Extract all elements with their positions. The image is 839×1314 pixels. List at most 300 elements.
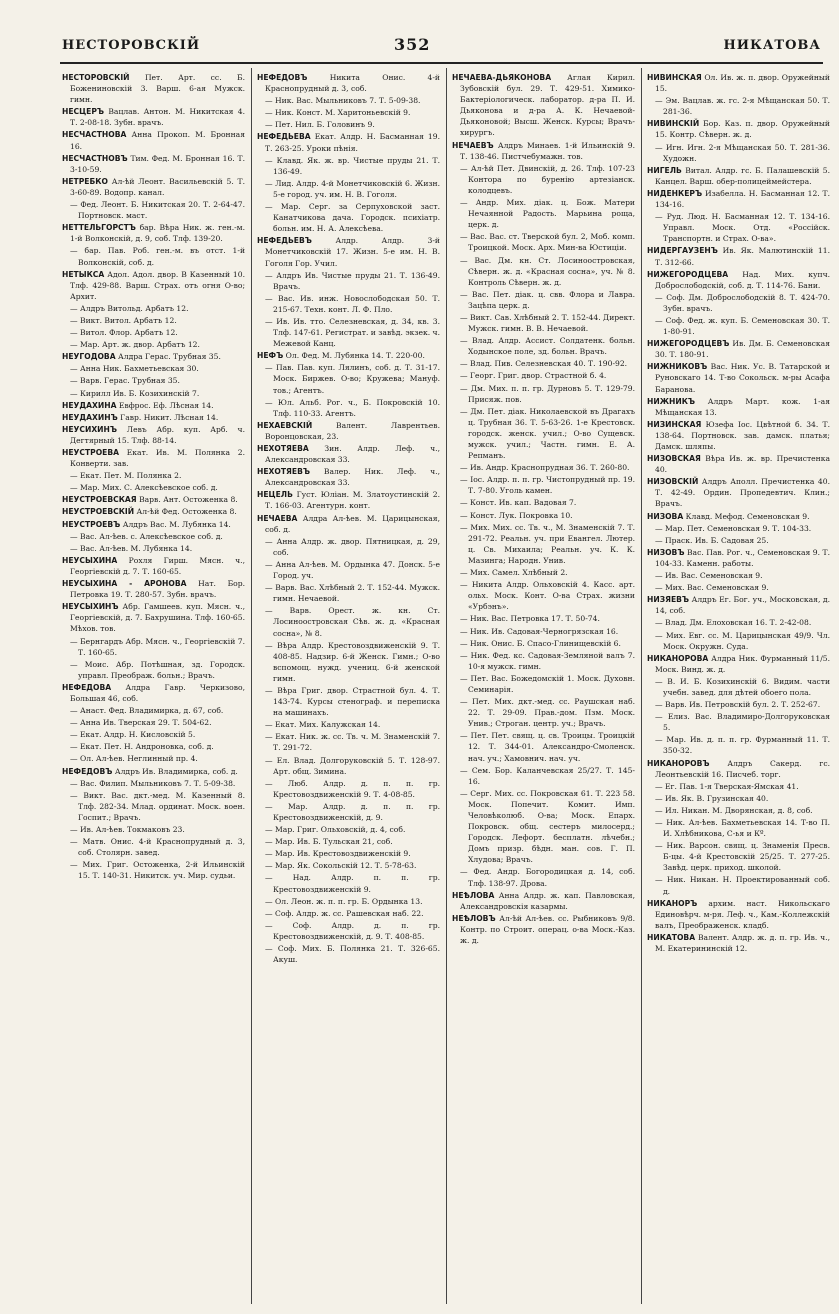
directory-entry (647, 72, 830, 94)
surname-heading: НЕСТОРОВСКІЙ (62, 73, 130, 82)
surname-heading: НИЖЕГОРОДЦЕВА (647, 269, 729, 279)
directory-entry (62, 351, 245, 362)
entry-text: Викт. Вас. дкт.-мед. М. Казенный 8. Тлф. 282-34. Млад. ординат. Моск. воен. Госпит.; Врачъ. (78, 790, 245, 822)
directory-sub-entry: — Вас. Пет. діак. ц. свв. Флора и Лавра. Зацѣпа церк. д. (460, 289, 635, 310)
directory-sub-entry: — Андр. Мих. діак. ц. Бож. Матери Нечаянной Радость. Марьина роща, церк. д. (460, 198, 635, 230)
entry-text: Гавр. Никит. Лѣсная 14. (120, 412, 219, 422)
directory-sub-entry: — Соф. Алдр. д. п. гр. Крестовоздвиженскій, д. 9. Т. 408-85. (265, 920, 440, 941)
surname-heading: НЕСЧАСТНОВА (62, 130, 127, 140)
entry-text: Влад. Дм. Елоховская 16. Т. 2-42-08. (665, 618, 812, 628)
directory-sub-entry: — Никита Алдр. Ольховскій 4. Касс. арт. ольх. Моск. Конт. О-ва Страх. жизни «Урбэнъ». (460, 580, 635, 612)
directory-sub-entry: — Ник. Варсон. свящ. ц. Знаменія Пресв. Б-цы. 4-й Крестовскій 25/25. Т. 277-25. Завѣд. церк. приход. школой. (655, 841, 830, 873)
surname-heading: НИЗЯЕВЪ (647, 595, 690, 605)
header-right-guide-word: НИКАТОВА (723, 38, 821, 53)
entry-text: Ол. Фед. М. Лубянка 14. Т. 220-00. (285, 351, 425, 361)
directory-sub-entry: — Мих. Григ. Остоженка, 2-й Ильинскій 15. Т. 140-31. Никитск. уч. Мир. судьи. (70, 860, 245, 881)
entry-text: Екат. Пет. М. Полянка 2. (80, 471, 182, 481)
directory-sub-entry: — Георг. Григ. двор. Страстной б. 4. (460, 371, 607, 381)
entry-text: Мар. Ив. д. п. п. гр. Фурманный 11. Т. 350-32. (663, 735, 830, 756)
entry-text: Фед. Андр. Богородицкая д. 14, соб. Тлф. 138-97. Дрова. (468, 867, 635, 888)
directory-sub-entry: — Анна Ник. Бахметьевская 30. (70, 364, 199, 374)
entry-text: Моис. Абр. Потѣшная, зд. Городск. управл. Преображ. больн.; Врачъ. (78, 659, 245, 680)
directory-sub-entry: — Влад. Дм. Елоховская 16. Т. 2-42-08. (655, 618, 812, 628)
directory-sub-entry: — Конст. Ив. кап. Вадовая 7. (460, 498, 577, 508)
entry-text: Алдръ Ег. Бог. уч., Московская, д. 14, соб. (655, 595, 830, 616)
entry-text: Влад. Алдр. Ассист. Солдатенк. больн. Ходынское поле, зд. больн. Врачъ. (468, 336, 635, 357)
directory-sub-entry: — Вѣра Алдр. Крестовоздвиженскій 9. Т. 408-85. Надзир. 6-й Женск. Гимн.; О-во вспомощ. нужд. учениц. 6-й женской гимн. (265, 640, 440, 683)
entry-text: Ник. Варсон. свящ. ц. Знаменія Пресв. Б-цы. 4-й Крестовскій 25/25. Т. 277-25. Завѣд. церк. приход. школой. (663, 841, 830, 873)
entry-text: Вас. Ал-ѣев. М. Лубянка 14. (80, 543, 193, 553)
directory-sub-entry: — Вас. Филип. Мыльниковъ 7. Т. 5-09-38. (70, 778, 236, 788)
entry-text: Люб. Алдр. д. п. п. гр. Крестовоздвиженскій 9. Т. 4-08-85. (273, 778, 440, 799)
directory-sub-entry: — Екат. Мих. Калужская 14. (265, 720, 381, 730)
column-1 (62, 72, 245, 1302)
directory-sub-entry: — Мар. Алдр. д. п. п. гр. Крестовоздвиженскій, д. 9. (265, 801, 440, 822)
directory-sub-entry: — Ив. Як. В. Грузинская 40. (655, 793, 769, 803)
entry-text: Вас. Вас. ст. Тверской бул. 2, Моб. комп. Троицкой. Моск. Арх. Мин-ва Юстиціи. (468, 232, 635, 253)
entry-text: Никита Онис. 4-й Краснопрудный д. 3, соб. (265, 73, 440, 94)
surname-heading: НЕЦЕЛЬ (257, 490, 293, 500)
entry-text: Екат. Алдр. Н. Кисловскій 5. (80, 730, 196, 740)
directory-sub-entry: — Влад. Алдр. Ассист. Солдатенк. больн. Ходынское поле, зд. больн. Врачъ. (460, 336, 635, 357)
directory-entry (257, 350, 440, 361)
surname-heading: НЕУДАХИНЪ (62, 412, 118, 422)
directory-entry (62, 412, 245, 423)
directory-entry (62, 494, 245, 505)
directory-sub-entry: — Руд. Люд. Н. Басманная 12. Т. 134-16. Управл. Моск. Отд. «Россійск. Транспортн. и Страх. О-ва». (655, 212, 830, 244)
entry-text: Ник. Ив. Садовая-Черногрязская 16. (470, 626, 619, 636)
entry-text: Сем. Бор. Каланчевская 25/27. Т. 145-16. (468, 765, 635, 786)
directory-sub-entry: — Алдръ Ив. Чистые пруды 21. Т. 136-49. Врачъ. (265, 270, 440, 291)
directory-sub-entry: — Юл. Альб. Рог. ч., Б. Покровскій 10. Тлф. 110-33. Агентъ. (265, 397, 440, 418)
directory-sub-entry: — Ил. Никан. М. Дворянская, д. 8, соб. (655, 805, 813, 815)
surname-heading: НЕУСТРОЕВЪ (62, 519, 121, 529)
directory-sub-entry: — Ник. Вас. Петровка 17. Т. 50-74. (460, 614, 600, 624)
directory-sub-entry: — Мар. Григ. Ольховскій, д. 4, соб. (265, 825, 406, 835)
entry-text: Соф. Алдр. д. п. гр. Крестовоздвиженскій, д. 9. Т. 408-85. (273, 920, 440, 941)
entry-text: Клавд. Як. ж. вр. Чистые пруды 21. Т. 136-49. (273, 155, 440, 176)
entry-text: Изабелла. Н. Басманная 12. Т. 134-16. (655, 188, 830, 210)
entry-text: Алдра Герас. Трубная 35. (118, 352, 221, 362)
surname-heading: НИКАНОРОВА (647, 653, 709, 663)
surname-heading: НЕУДАХИНА (62, 400, 117, 410)
column-divider (446, 68, 447, 1304)
entry-text: Мар. Серг. за Серпуховской заст. Канатчикова дача. Городск. психіатр. больн. им. Н. А. Алексѣева. (273, 202, 440, 234)
directory-sub-entry: — Варв. Орест. ж. кн. Ст. Лосиноостровская Сѣв. ж. д. «Красная сосна», № 8. (265, 606, 440, 638)
entry-text: Ник. Вас. Петровка 17. Т. 50-74. (470, 614, 600, 624)
directory-sub-entry: — Пет. Вас. Божедомскій 1. Моск. Духовн. Семинарія. (460, 673, 635, 694)
directory-sub-entry: — Мих. Мих. сс. Тв. ч., М. Знаменскій 7. Т. 291-72. Реальн. уч. при Евангел. Лютер. ц. Св. Михаила; Реальн. уч. К. К. Мазинга; Народн. Унив. (460, 522, 635, 565)
surname-heading: НЕХОТЯЕВА (257, 444, 309, 453)
directory-sub-entry: — Фед. Андр. Богородицкая д. 14, соб. Тлф. 138-97. Дрова. (460, 867, 635, 888)
entry-text: Мар. Арт. ж. двор. Арбатъ 12. (80, 340, 200, 350)
entry-text: Аглая Кирил. Зубовскій бул. 29. Т. 429-51. Химико-Бактеріологическ. лаборатор. д-ра П. И. Дьяконова и д-ра А. К. Нечаевой-Дьяконовой; Высш. Женск. Курсы; Врачъ-хирургъ. (460, 73, 635, 138)
entry-text: Ел. Влад. Долгоруковскій 5. Т. 128-97. Арт. общ. Зимина. (273, 755, 440, 776)
directory-sub-entry: — Ник. Никан. Н. Проектированный соб. д. (655, 875, 830, 896)
directory-sub-entry: — Вѣра Григ. двор. Страстной бул. 4. Т. 143-74. Курсы стенограф. и переписка на машинахъ. (265, 685, 440, 718)
surname-heading: НИГЕЛЬ (647, 165, 682, 175)
directory-sub-entry: — Ник. Онис. Б. Спасо-Глинищевскій 6. (460, 638, 621, 648)
surname-heading: НИЗОВА (647, 511, 684, 521)
entry-text: Ал-ѣй Фед. Остоженка 8. (136, 507, 237, 517)
directory-sub-entry: — Эм. Вацлав. ж. гс. 2-я Мѣщанская 50. Т. 281-36. (655, 96, 830, 117)
entry-text: Мар. Мих. С. Алексѣевское соб. д. (80, 483, 218, 493)
entry-text: Алдръ Март. кож. 1-ая Мѣщанская 13. (655, 396, 830, 417)
directory-entry (62, 72, 245, 105)
directory-sub-entry: — Мар. Ив. д. п. п. гр. Фурманный 11. Т. 350-32. (655, 735, 830, 756)
surname-heading: НИВИНСКІЙ (647, 119, 700, 129)
surname-heading: НЕУСТРОЕВА (62, 448, 120, 457)
directory-sub-entry: — В. И. Б. Козихинскій 6. Видим. части учебн. завед. для дѣтей обоего пола. (655, 676, 830, 697)
directory-sub-entry: — Пав. Пав. куп. Лялинъ, соб. д. Т. 31-17. Моск. Биржев. О-во; Кружева; Мануф. тов.; Агентъ. (265, 363, 440, 395)
entry-text: Соф. Фед. ж. куп. Б. Семеновская 30. Т. 1-80-91. (663, 315, 830, 337)
directory-sub-entry: — Ив. Вас. Семеновская 9. (655, 571, 763, 581)
entry-text: Анна Ник. Бахметьевская 30. (80, 364, 199, 374)
directory-entry (62, 222, 245, 244)
column-4 (647, 72, 830, 1302)
entry-text: Ег. Пав. 1-я Тверская-Ямская 41. (665, 781, 799, 791)
entry-text: Эм. Вацлав. ж. гс. 2-я Мѣщанская 50. Т. 281-36. (663, 96, 830, 117)
directory-sub-entry: — Екат. Пет. Н. Андроновка, соб. д. (70, 742, 214, 752)
surname-heading: НЕФЕДОВА (62, 682, 112, 692)
entry-text: Екат. Пет. Н. Андроновка, соб. д. (80, 742, 214, 752)
entry-text: Влад. Пив. Селезневская 40. Т. 190-92. (470, 359, 628, 369)
entry-text: Клавд. Мефод. Семеновская 9. (685, 511, 810, 521)
entry-text: Абр. Гамшеев. куп. Мясн. ч., Георгіевскій, д. 7. Бахрушина. Тлф. 160-65. Мѣхов. тов. (70, 602, 245, 634)
column-divider (641, 68, 642, 1304)
directory-entry (647, 594, 830, 616)
entry-text: Вас. Ал-ѣев. с. Алексѣевское соб. д. (80, 531, 223, 541)
entry-text: Мих. Евг. сс. М. Царицынская 49/9. Чл. Моск. Окружн. Суда. (663, 630, 830, 651)
surname-heading: НЕУСТРОЕВСКІЙ (62, 507, 135, 517)
entry-text: Ив. Як. Малютинскій 11. Т. 312-66. (655, 246, 830, 267)
surname-heading: НИКАНОРЪ (647, 898, 698, 908)
directory-sub-entry: — Ив. Ив. тто. Селезневская, д. 34, кв. 3. Тлф. 147-61. Регистрат. и завѣд. экзек. ч. Межевой Канц. (265, 316, 440, 349)
entry-text: Алдр. Алдр. 3-й Монетчиковскій 17. Жизн. 5-е им. Н. В. Гоголя Гор. Учил. (265, 236, 440, 268)
entry-text: Мар. Алдр. д. п. п. гр. Крестовоздвиженскій, д. 9. (273, 801, 440, 822)
directory-entry (257, 420, 440, 442)
surname-heading: НЕѢЛОВЪ (452, 913, 496, 923)
entry-text: Рохля Гирш. Мясн. ч., Георгіевскій д. 7. Т. 160-65. (70, 555, 245, 576)
directory-entry (62, 129, 245, 151)
entry-text: Вас. Ив. инж. Новослободская 50. Т. 215-67. Техн. конт. Л. Ф. Пло. (273, 293, 440, 314)
entry-text: Праск. Ив. Б. Садовая 25. (665, 535, 769, 545)
column-2 (257, 72, 440, 1302)
entry-text: бар. Вѣра Ник. ж. ген.-м. 1-й Волконскій, д. 9, соб. Тлф. 139-20. (70, 223, 245, 244)
directory-sub-entry: — Мар. Ив. Крестовоздвиженскій 9. (265, 849, 411, 859)
surname-heading: НЕТТЕЛЬГОРСТЪ (62, 223, 136, 233)
entry-text: Викт. Сав. Хлѣбный 2. Т. 152-44. Директ. Мужск. гимн. В. В. Нечаевой. (468, 312, 635, 334)
directory-sub-entry: — Елиз. Вас. Владимиро-Долгоруковская 5. (655, 712, 830, 733)
entry-text: Анна Алдр. ж. кап. Павловская, Александровскія казармы. (460, 890, 635, 911)
entry-text: Руд. Люд. Н. Басманная 12. Т. 134-16. Управл. Моск. Отд. «Россійск. Транспортн. и Страх. О-ва». (663, 212, 830, 244)
entry-text: Вас. Филип. Мыльниковъ 7. Т. 5-09-38. (80, 778, 236, 788)
entry-text: Пет. Нил. Б. Головинъ 9. (275, 120, 375, 130)
entry-text: Андр. Мих. діак. ц. Бож. Матери Нечаянной Радость. Марьина роща, церк. д. (468, 198, 635, 230)
directory-sub-entry: — Дм. Пет. діак. Николаевской въ Драгахъ ц. Трубная 36. Т. 5-63-26. 1-е Крестовск. городск. женск. учил.; О-во Сущевск. мужск. учил.; Частн. гимн. Е. А. Репманъ. (460, 406, 635, 461)
entry-text: Дм. Мих. п. п. гр. Дурновъ 5. Т. 129-79. Присяж. пов. (468, 383, 635, 404)
entry-text: Вѣра Ив. ж. вр. Пречистенка 40. (655, 454, 830, 475)
entry-text: Тим. Фед. М. Бронная 16. Т. 3-10-59. (70, 153, 245, 174)
page-number: 352 (394, 35, 431, 54)
entry-text: Конст. Ив. кап. Вадовая 7. (470, 498, 577, 508)
entry-text: Соф. Дм. Доброслободскій 8. Т. 424-70. Зубн. врачъ. (663, 292, 830, 313)
entry-text: Мар. Ив. Б. Тульская 21, соб. (275, 837, 393, 847)
directory-sub-entry: — Мих. Самел. Хлѣбный 2. (460, 568, 568, 578)
directory-entry (647, 419, 830, 452)
directory-sub-entry: — Мих. Вас. Семеновская 9. (655, 583, 769, 593)
directory-sub-entry: — Пет. Мих. дкт.-мед. сс. Раушская наб. 22. Т. 29-09. Прав.-дом. Пзм. Моск. Унив.; Строган. центр. уч.; Врачъ. (460, 697, 635, 729)
entry-text: Юзефа Іос. Цвѣтной б. 34. Т. 138-64. Портновск. зав. дамск. платья; Дамск. шляпы. (655, 419, 830, 451)
entry-text: Никита Алдр. Ольховскій 4. Касс. арт. ольх. Моск. Конт. О-ва Страх. жизни «Урбэнъ». (468, 580, 635, 612)
directory-sub-entry: — Мих. Евг. сс. М. Царицынская 49/9. Чл. Моск. Окружн. Суда. (655, 630, 830, 651)
surname-heading: НЕЧАЕВЪ (452, 140, 494, 150)
surname-heading: НИДЕНКЕРЪ (647, 188, 703, 198)
entry-text: Дм. Пет. діак. Николаевской въ Драгахъ ц. Трубная 36. Т. 5-63-26. 1-е Крестовск. городск. женск. учил.; О-во Сущевск. мужск. учил.; Частн. гимн. Е. А. Репманъ. (468, 406, 635, 461)
surname-heading: НЕХОТЯЕВЪ (257, 467, 310, 477)
entry-text: Ник. Вас. Мыльниковъ 7. Т. 5-09-38. (275, 96, 421, 106)
surname-heading: НЕФЪ (257, 351, 284, 361)
entry-text: Валент. Алдр. ж. д. п. гр. Ив. ч., М. Екатерининскій 12. (655, 932, 830, 954)
directory-sub-entry: — Варв. Вас. Хлѣбный 2. Т. 152-44. Мужск. гимн. Нечаевой. (265, 583, 440, 604)
directory-sub-entry: — Мар. Арт. ж. двор. Арбатъ 12. (70, 340, 200, 350)
surname-heading: НЕФЕДЬЕВА (257, 132, 311, 142)
directory-entry (647, 547, 830, 569)
entry-text: Над. Алдр. п. п. гр. Крестовоздвиженскій 9. (273, 873, 440, 894)
entry-text: Пав. Пав. куп. Лялинъ, соб. д. Т. 31-17. Моск. Биржев. О-во; Кружева; Мануф. тов.; Агентъ. (273, 363, 440, 395)
directory-entry (647, 361, 830, 394)
surname-heading: НЕФЕДОВЪ (62, 766, 113, 776)
entry-text: Над. Мих. купч. Доброслободскій, соб. д. Т. 114-76. Бани. (655, 269, 830, 290)
directory-entry (257, 489, 440, 511)
directory-sub-entry: — Екат. Алдр. Н. Кисловскій 5. (70, 730, 196, 740)
directory-sub-entry: — Анна Алдр. ж. двор. Пятницкая, д. 29, соб. (265, 536, 440, 557)
directory-sub-entry: — Варв. Герас. Трубная 35. (70, 376, 180, 386)
entry-text: Вас. Дм. кн. Ст. Лосиноостровская, Сѣверн. ж. д. «Красная сосна», уч. № 8. Контроль Сѣверн. ж. д. (468, 255, 635, 287)
directory-sub-entry: — Лид. Алдр. 4-й Монетчиковскій 6. Жизн. 5-е город. уч. им. Н. В. Гоголя. (265, 178, 440, 199)
surname-heading: НИЗИНСКАЯ (647, 419, 702, 429)
entry-text: Ол. Леон. ж. п. п. гр. Б. Ордынка 13. (275, 896, 423, 906)
entry-text: Варв. Орест. ж. кн. Ст. Лосиноостровская Сѣв. ж. д. «Красная сосна», № 8. (273, 606, 440, 638)
directory-entry (647, 245, 830, 267)
entry-text: Кирилл Ив. Б. Козихинскій 7. (80, 388, 200, 398)
directory-sub-entry: — Мар. Серг. за Серпуховской заст. Канатчикова дача. Городск. психіатр. больн. им. Н. А. Алексѣева. (265, 202, 440, 234)
entry-text: Мих. Мих. сс. Тв. ч., М. Знаменскій 7. Т. 291-72. Реальн. уч. при Евангел. Лютер. ц. Св. Михаила; Реальн. уч. К. К. Мазинга; Народн. Унив. (468, 522, 635, 565)
surname-heading: НЕУСЫХИНА (62, 555, 118, 565)
entry-text: Ив. Андр. Краснопрудная 36. Т. 260-80. (470, 463, 630, 473)
surname-heading: НЕСЦЕРЪ (62, 107, 105, 117)
directory-sub-entry: — Екат. Ник. ж. сс. Тв. ч. М. Знаменскій 7. Т. 291-72. (265, 732, 440, 753)
directory-sub-entry: — Ник. Фед. кс. Садовая-Земляной валъ 7. 10-я мужск. гимн. (460, 650, 635, 671)
directory-entry (647, 653, 830, 675)
directory-entry (62, 601, 245, 634)
directory-sub-entry: — Мар. Ив. Б. Тульская 21, соб. (265, 837, 393, 847)
entry-text: Соф. Мих. Б. Полянка 21. Т. 326-65. Акуш. (273, 944, 440, 965)
entry-text: Мих. Вас. Семеновская 9. (665, 583, 769, 593)
directory-entry (62, 555, 245, 577)
entry-text: Вас. Ник. Ус. В. Татарской и Руновскаго 14. Т-во Сокольск. м-ры Асафа Баранова. (655, 362, 830, 394)
directory-entry (647, 758, 830, 780)
directory-sub-entry: — Вас. Дм. кн. Ст. Лосиноостровская, Сѣверн. ж. д. «Красная сосна», уч. № 8. Контроль Сѣверн. ж. д. (460, 255, 635, 287)
directory-sub-entry: — Серг. Мих. сс. Покровская 61. Т. 223 58. Моск. Попечит. Комит. Имп. Человѣколюб. О-ва; Моск. Епарх. Покровск. общ. сестеръ милосерд.; Городск. Лефорт. бесплатн. лѣчебн.; Домъ призр. бѣдн. ман. сов. Г. П. Хлудова; Врачъ. (460, 788, 635, 865)
entry-text: Пет. Вас. Божедомскій 1. Моск. Духовн. Семинарія. (468, 673, 635, 694)
entry-text: Бернгардъ Абр. Мясн. ч., Георгіевскій 7. Т. 160-65. (78, 636, 245, 657)
entry-text: Зин. Алдр. Леф. ч., Александровская 33. (265, 444, 440, 465)
directory-sub-entry: — Алдръ Витольд. Арбатъ 12. (70, 303, 189, 313)
directory-entry (647, 396, 830, 418)
directory-entry (257, 466, 440, 488)
entry-text: Ив. Вас. Семеновская 9. (665, 571, 763, 581)
surname-heading: НИЗОВСКАЯ (647, 454, 701, 464)
surname-heading: НИЗОВЪ (647, 547, 685, 557)
surname-heading: НЕЧАЕВА (257, 513, 298, 523)
entry-text: Ник. Ал-ѣев. Бахметьевская 14. Т-во П. И. Хлѣбникова, С-ья и Кº. (663, 818, 830, 839)
directory-sub-entry: — бар. Пав. Роб. ген.-м. въ отст. 1-й Волконскій, соб. д. (70, 246, 245, 267)
directory-sub-entry: — Пет. Пет. свящ. ц. св. Троицы. Троицкій 12. Т. 344-01. Александро-Смоленск. нач. уч.; Хамовнич. нач. уч. (460, 731, 635, 763)
entry-text: Алдра Ник. Фурманный 11/5. Моск. Винд. ж. д. (655, 653, 830, 674)
directory-entry (62, 578, 245, 600)
directory-entry (452, 913, 635, 946)
directory-sub-entry: — Влад. Пив. Селезневская 40. Т. 190-92. (460, 359, 628, 369)
directory-sub-entry: — Ник. Конст. М. Харитоньевскій 9. (265, 108, 411, 118)
entry-text: Екат. Ив. М. Полянка 2. Конверти. зав. (70, 448, 245, 469)
header-left-guide-word: НЕСТОРОВСКІЙ (62, 38, 201, 53)
directory-sub-entry: — Вас. Ал-ѣев. с. Алексѣевское соб. д. (70, 531, 223, 541)
entry-text: Ол. Ив. ж. п. двор. Оружейный 15. (655, 73, 830, 94)
directory-sub-entry: — Игн. Игн. 2-я Мѣщанская 50. Т. 281-36. Художн. (655, 142, 830, 163)
directory-entry (647, 269, 830, 291)
entry-text: Нат. Бор. Петровка 19. Т. 280-57. Зубн. врачъ. (70, 579, 245, 600)
entry-text: Варв. Ант. Остоженка 8. (139, 495, 238, 505)
surname-heading: НЕСЧАСТНОВЪ (62, 153, 128, 163)
entry-text: Ол. Ал-ѣев. Неглинный пр. 4. (80, 754, 198, 764)
entry-text: Евфрос. Еф. Лѣсная 14. (118, 400, 214, 410)
entry-text: Екат. Мих. Калужская 14. (275, 720, 381, 730)
directory-entry (62, 106, 245, 128)
directory-sub-entry: — Соф. Фед. ж. куп. Б. Семеновская 30. Т. 1-80-91. (655, 315, 830, 337)
directory-sub-entry: — Ник. Ал-ѣев. Бахметьевская 14. Т-во П. И. Хлѣбникова, С-ья и Кº. (655, 818, 830, 839)
directory-sub-entry: — Викт. Сав. Хлѣбный 2. Т. 152-44. Директ. Мужск. гимн. В. В. Нечаевой. (460, 312, 635, 334)
entry-text: Ил. Никан. М. Дворянская, д. 8, соб. (665, 805, 813, 815)
directory-entry (62, 400, 245, 411)
directory-entry (257, 235, 440, 268)
directory-sub-entry: — Праск. Ив. Б. Садовая 25. (655, 535, 769, 545)
surname-heading: НЕТРЕБКО (62, 176, 108, 186)
entry-text: Екат. Алдр. Н. Басманная 19. Т. 263-25. Уроки пѣнія. (265, 132, 440, 153)
directory-sub-entry: — Ив. Ал-ѣев. Токмаковъ 23. (70, 825, 185, 834)
entry-text: Пет. Мих. дкт.-мед. сс. Раушская наб. 22. Т. 29-09. Прав.-дом. Пзм. Моск. Унив.; Строган. центр. уч.; Врачъ. (468, 697, 635, 729)
directory-entry (257, 443, 440, 465)
entry-text: Мар. Ив. Крестовоздвиженскій 9. (275, 849, 411, 859)
entry-text: Іос. Алдр. п. п. гр. Чистопрудный пр. 19. Т. 7-80. Уголь камен. (468, 475, 635, 496)
entry-text: Варв. Ив. Петровскій бул. 2. Т. 252-67. (665, 700, 821, 710)
directory-entry (257, 513, 440, 535)
directory-sub-entry: — Варв. Ив. Петровскій бул. 2. Т. 252-67. (655, 700, 821, 710)
directory-sub-entry: — Мар. Мих. С. Алексѣевское соб. д. (70, 483, 218, 493)
directory-entry (62, 506, 245, 517)
entry-text: Бор. Каз. п. двор. Оружейный 15. Контр. Сѣверн. ж. д. (655, 119, 830, 140)
entry-text: Елиз. Вас. Владимиро-Долгоруковская 5. (663, 712, 830, 733)
entry-text: Вѣра Алдр. Крестовоздвиженскій 9. Т. 408-85. Надзир. 6-й Женск. Гимн.; О-во вспомощ. нужд. учениц. 6-й женской гимн. (273, 640, 440, 683)
entry-text: Алдра Гавр. Черкизово, Большая 46, соб. (70, 682, 245, 703)
entry-text: Ив. Ал-ѣев. Токмаковъ 23. (80, 825, 185, 834)
entry-text: Вас. Пет. діак. ц. свв. Флора и Лавра. Зацѣпа церк. д. (468, 289, 635, 310)
entry-text: Алдръ Аполл. Пречистенка 40. Т. 42-49. Ордин. Пропедевтич. Клин.; Врачъ. (655, 477, 830, 509)
directory-entry (62, 682, 245, 704)
column-3 (452, 72, 635, 1302)
entry-text: Анна Алдр. ж. двор. Пятницкая, д. 29, соб. (273, 536, 440, 557)
surname-heading: НЕУГОДОВА (62, 352, 116, 362)
directory-sub-entry: — Вас. Ал-ѣев. М. Лубянка 14. (70, 543, 193, 553)
entry-text: Варв. Вас. Хлѣбный 2. Т. 152-44. Мужск. гимн. Нечаевой. (273, 583, 440, 604)
entry-text: Игн. Игн. 2-я Мѣщанская 50. Т. 281-36. Художн. (663, 142, 830, 163)
directory-sub-entry: — Соф. Алдр. ж. сс. Рашевская наб. 22. (265, 908, 424, 918)
entry-text: Алдра Ал-ѣев. М. Царицынская, соб. д. (265, 513, 440, 534)
entry-text: Витал. Алдр. гс. Б. Палашевскій 5. Канцел. Варш. обер-полицеймейстера. (655, 165, 830, 186)
entry-text: Вѣра Григ. двор. Страстной бул. 4. Т. 143-74. Курсы стенограф. и переписка на машинахъ. (273, 685, 440, 718)
entry-text: Варв. Герас. Трубная 35. (80, 376, 180, 386)
directory-sub-entry: — Ник. Ив. Садовая-Черногрязская 16. (460, 626, 619, 636)
entry-text: Екат. Ник. ж. сс. Тв. ч. М. Знаменскій 7. Т. 291-72. (273, 732, 440, 753)
entry-text: Густ. Юліан. М. Златоустинскій 2. Т. 166-03. Агентурн. конт. (265, 490, 440, 511)
directory-entry (62, 447, 245, 469)
directory-entry (257, 72, 440, 94)
entry-text: Ив. Як. В. Грузинская 40. (665, 793, 769, 803)
directory-sub-entry: — Сем. Бор. Каланчевская 25/27. Т. 145-16. (460, 765, 635, 786)
directory-sub-entry: — Фед. Леонт. Б. Никитская 20. Т. 2-64-47. Портновск. маст. (70, 200, 245, 221)
surname-heading: НЕУСИХИНЪ (62, 424, 118, 434)
surname-heading: НЕУСЫХИНЪ (62, 602, 119, 612)
surname-heading: НЕФЕДОВЪ (257, 73, 308, 82)
entry-text: Юл. Альб. Рог. ч., Б. Покровскій 10. Тлф. 110-33. Агентъ. (273, 397, 440, 418)
entry-text: Алдръ Вас. М. Лубянка 14. (122, 519, 231, 529)
entry-text: Алдръ Ив. Чистые пруды 21. Т. 136-49. Врачъ. (273, 270, 440, 291)
directory-entry (647, 118, 830, 140)
surname-heading: НИЗОВСКІЙ (647, 477, 699, 487)
entry-text: Мар. Як. Сокольскій 12. Т. 5-78-63. (275, 861, 417, 871)
directory-sub-entry: — Ив. Андр. Краснопрудная 36. Т. 260-80. (460, 463, 630, 473)
entry-text: Ал-ѣй Ал-ѣев. сс. Рыбниковъ 9/8. Контр. по Строит. операц. о-ва Моск.-Каз. ж. д. (460, 913, 635, 946)
directory-entry (62, 424, 245, 446)
directory-sub-entry: — Анна Ив. Тверская 29. Т. 504-62. (70, 718, 212, 728)
entry-text: Мих. Григ. Остоженка, 2-й Ильинскій 15. Т. 140-31. Никитск. уч. Мир. судьи. (78, 860, 245, 881)
entry-text: Адол. Адол. двор. В Казенный 10. Тлф. 429-88. Варш. Страх. отъ огня О-во; Архит. (70, 269, 245, 301)
header-rule (60, 62, 823, 64)
directory-sub-entry: — Викт. Витол. Арбатъ 12. (70, 315, 177, 325)
directory-sub-entry: — Ел. Влад. Долгоруковскій 5. Т. 128-97. Арт. общ. Зимина. (265, 755, 440, 776)
directory-entry (62, 519, 245, 530)
surname-heading: НЕЧАЕВА-ДЬЯКОНОВА (452, 73, 552, 82)
directory-entry (647, 453, 830, 475)
entry-text: Вацлав. Антон. М. Никитская 4. Т. 2-08-18. Зубн. врачъ. (70, 107, 245, 128)
directory-sub-entry: — Анна Ал-ѣев. М. Ордынка 47. Донск. 5-е Город. уч. (265, 559, 440, 581)
entry-text: бар. Пав. Роб. ген.-м. въ отст. 1-й Волконскій, соб. д. (78, 246, 245, 267)
entry-text: Конст. Лук. Покровка 10. (470, 510, 573, 520)
directory-sub-entry: — Ал-ѣй Пет. Двинскій, д. 26. Тлф. 107-23 Контора по буренію артезіанск. колодцевъ. (460, 163, 635, 195)
entry-text: Валер. Ник. Леф. ч., Александровская 33. (265, 467, 440, 488)
directory-entry (62, 766, 245, 777)
entry-text: Ал-ѣй Леонт. Васильевскій 5. Т. 3-60-89. Водопр. канал. (70, 176, 245, 197)
entry-text: Ник. Никан. Н. Проектированный соб. д. (663, 875, 830, 896)
directory-sub-entry: — Соф. Мих. Б. Полянка 21. Т. 326-65. Акуш. (265, 944, 440, 965)
entry-text: Ник. Фед. кс. Садовая-Земляной валъ 7. 10-я мужск. гимн. (468, 650, 635, 671)
entry-text: Анна Ив. Тверская 29. Т. 504-62. (80, 718, 212, 728)
directory-sub-entry: — Над. Алдр. п. п. гр. Крестовоздвиженскій 9. (265, 873, 440, 894)
entry-text: Алдръ Минаев. 1-й Ильинскій 9. Т. 138-46. Пистчебумажн. тов. (460, 140, 635, 161)
directory-sub-entry: — Бернгардъ Абр. Мясн. ч., Георгіевскій 7. Т. 160-65. (70, 636, 245, 657)
entry-text: Алдръ Сакерд. гс. Леонтьевскій 16. Писчеб. торг. (655, 758, 830, 779)
entry-text: Серг. Мих. сс. Покровская 61. Т. 223 58. Моск. Попечит. Комит. Имп. Человѣколюб. О-ва; Моск. Епарх. Покровск. общ. сестеръ милосерд.; Городск. Лефорт. бесплатн. лѣчебн.; Домъ призр. бѣдн. ман. сов. Г. П. Хлудова; Врачъ. (468, 788, 635, 865)
